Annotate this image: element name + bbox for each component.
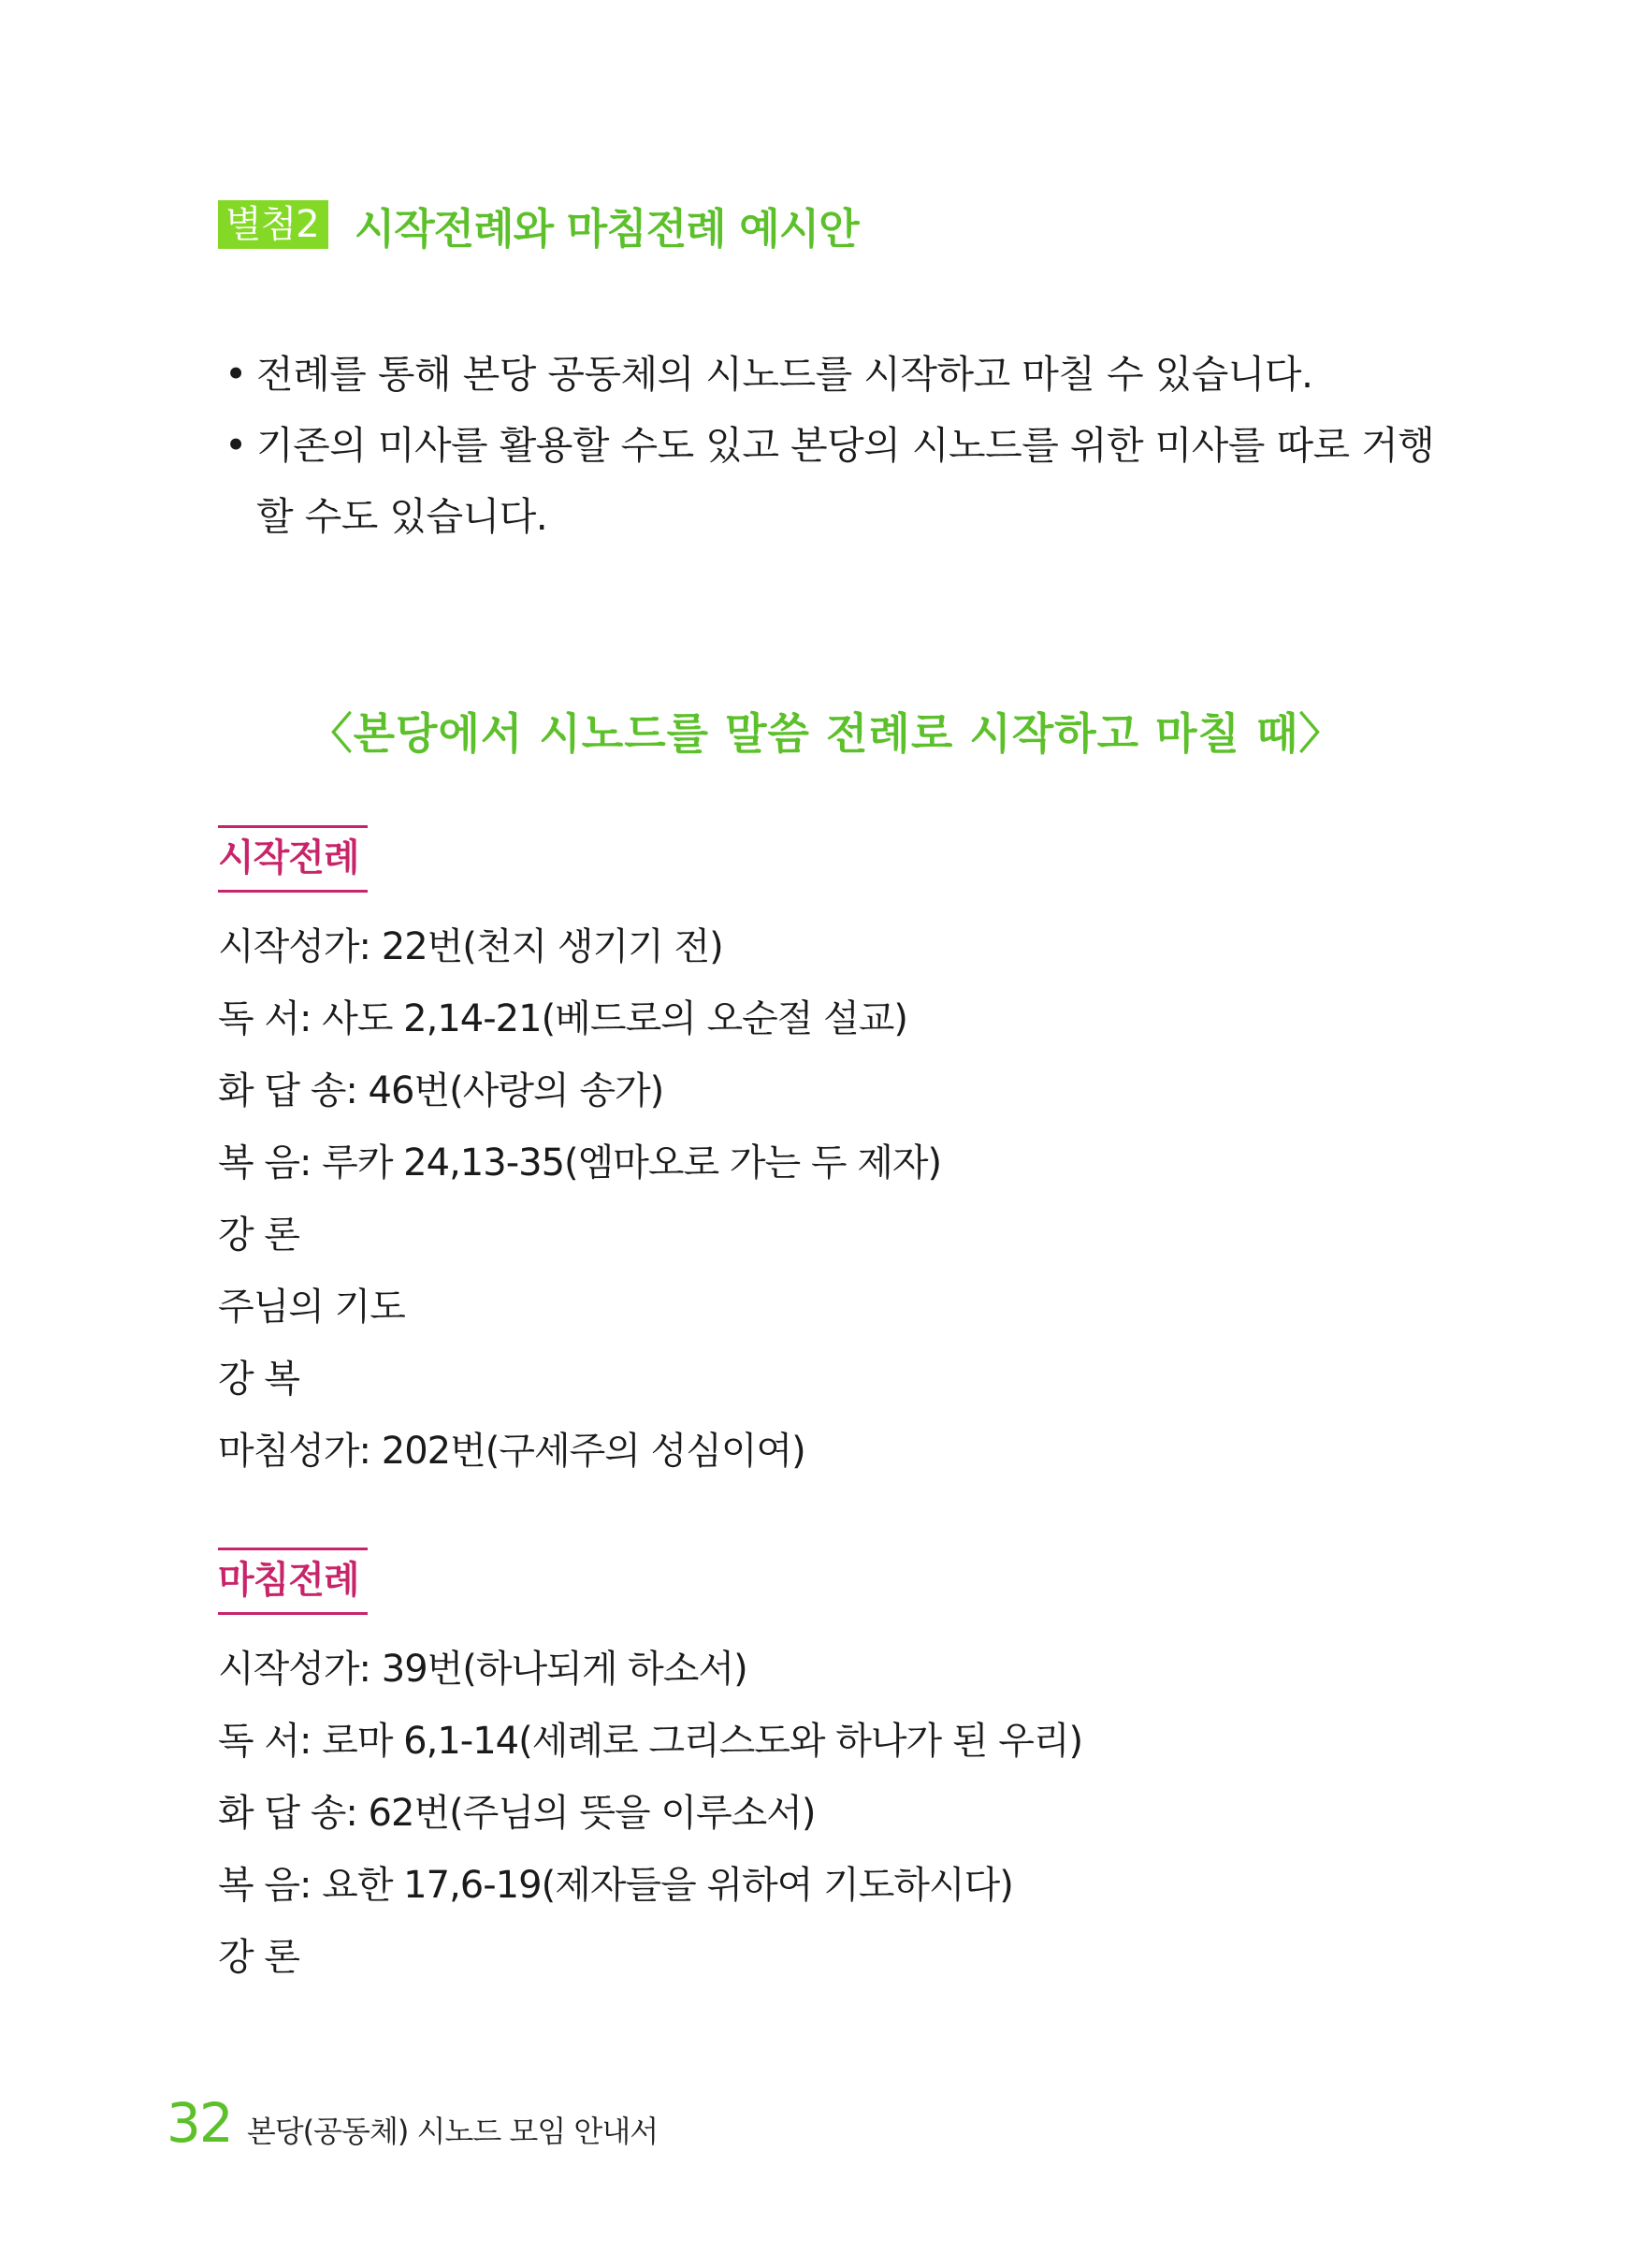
- opening-rite-item: 화 답 송: 46번(사랑의 송가): [218, 1069, 664, 1112]
- opening-rite-item: 독 서: 사도 2,14-21(베드로의 오순절 설교): [218, 997, 907, 1040]
- footer-text: 본당(공동체) 시노드 모임 안내서: [246, 2114, 659, 2149]
- bullet-dot: •: [225, 352, 247, 397]
- opening-rite-item: 복 음: 루카 24,13-35(엠마오로 가는 두 제자): [218, 1141, 942, 1185]
- opening-rite-item: 강 복: [218, 1358, 299, 1401]
- opening-rite-heading: 시작전례: [218, 825, 368, 893]
- opening-rite-item: 주님의 기도: [218, 1286, 405, 1329]
- opening-rite-item: 강 론: [218, 1214, 299, 1257]
- page-footer: [167, 2091, 658, 2155]
- bullet-item: [225, 339, 1469, 410]
- closing-rite-heading: 마침전례: [218, 1548, 368, 1615]
- bullet-item: [225, 410, 1469, 552]
- opening-rite-item: 마침성가: 202번(구세주의 성심이여): [218, 1430, 805, 1473]
- appendix-badge: 별첨2: [218, 200, 328, 249]
- appendix-title: 시작전례와 마침전례 예시안: [354, 203, 859, 254]
- closing-rite-item: 화 답 송: 62번(주님의 뜻을 이루소서): [218, 1792, 816, 1835]
- opening-rite-item: 시작성가: 22번(천지 생기기 전): [218, 925, 723, 968]
- intro-bullet-list: [225, 339, 1469, 552]
- closing-rite-item: 독 서: 로마 6,1-14(세례로 그리스도와 하나가 된 우리): [218, 1720, 1083, 1763]
- opening-rite-list: [218, 911, 941, 1488]
- closing-rite-item: 강 론: [218, 1936, 299, 1979]
- closing-rite-item: 복 음: 요한 17,6-19(제자들을 위하여 기도하시다): [218, 1864, 1013, 1907]
- appendix-header: [218, 198, 859, 254]
- closing-rite-list: [218, 1634, 1082, 1994]
- closing-rite-item: 시작성가: 39번(하나되게 하소서): [218, 1648, 747, 1691]
- bullet-text: 전례를 통해 본당 공동체의 시노드를 시작하고 마칠 수 있습니다.: [256, 352, 1313, 397]
- page-number: 32: [167, 2091, 232, 2155]
- bullet-text: 기존의 미사를 활용할 수도 있고 본당의 시노드를 위한 미사를 따로 거행할 수도 있습니다.: [256, 423, 1435, 539]
- section-title: 〈본당에서 시노드를 말씀 전례로 시작하고 마칠 때〉: [309, 708, 1343, 759]
- bullet-dot: •: [225, 423, 247, 468]
